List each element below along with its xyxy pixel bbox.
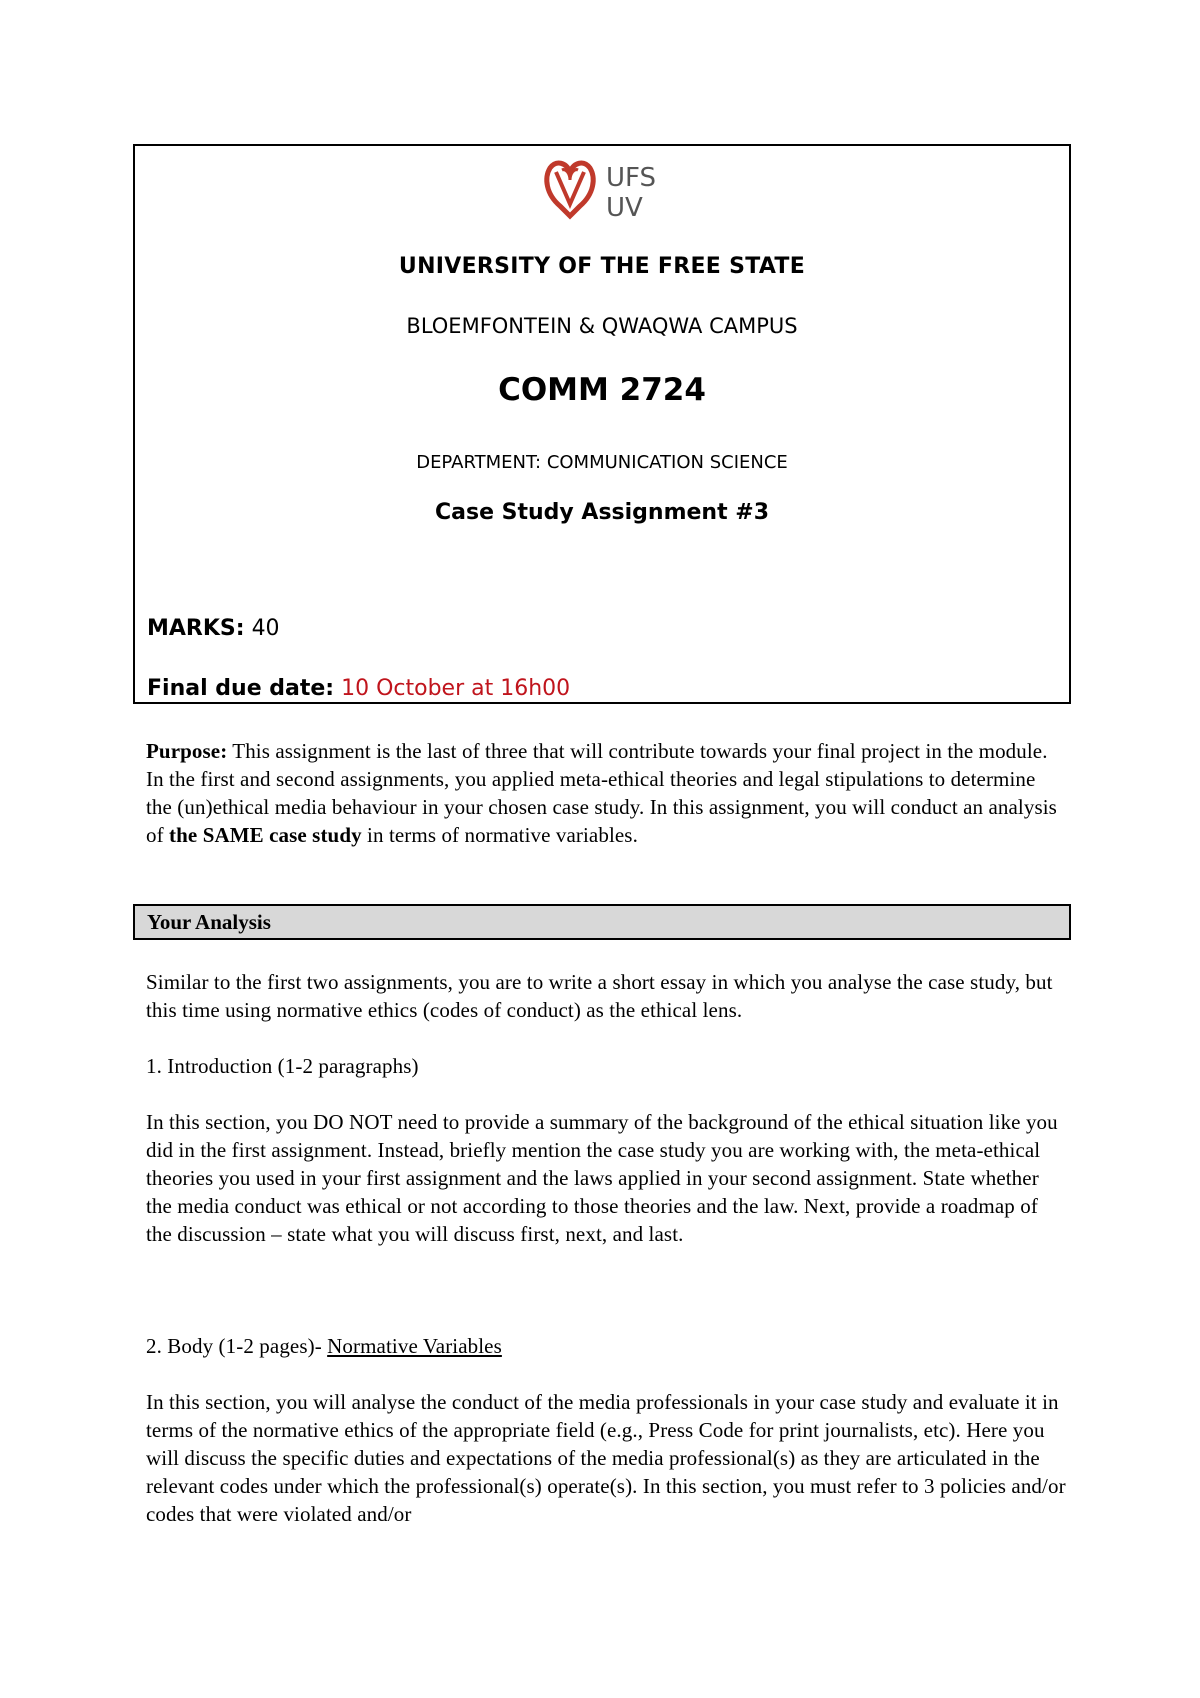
purpose-text-after: in terms of normative variables.: [361, 823, 638, 847]
ufs-logo-icon: [540, 154, 680, 224]
body-heading-prefix: 2. Body (1-2 pages)-: [146, 1334, 328, 1358]
introduction-paragraph: In this section, you DO NOT need to provide a summary of the background of the ethical situation like you did in the first assignment. Instead, briefly mention the case study you are working with, the meta-ethical theories you used in your first assignment and the laws applied in your second assignment. State whether the media conduct was ethical or not according to those theories and the law. Next, provide a roadmap of the discussion – state what you will discuss first, next, and last.: [146, 1110, 1058, 1246]
purpose-paragraph: [146, 737, 1066, 849]
cover-box: [133, 144, 1071, 704]
purpose-label: Purpose:: [146, 739, 228, 763]
purpose-emphasis: the SAME case study: [169, 823, 362, 847]
marks-label: MARKS:: [147, 616, 245, 641]
ufs-logo: [540, 154, 680, 224]
assignment-title: Case Study Assignment #3: [434, 500, 770, 525]
introduction-heading: 1. Introduction (1-2 paragraphs): [146, 1054, 419, 1078]
body-paragraph: In this section, you will analyse the conduct of the media professionals in your case study and evaluate it in terms of the normative ethics of the appropriate field (e.g., Press Code for print journalists, etc). Here you will discuss the specific duties and expectations of the media professional(s) as they are articulated in the relevant codes under which the professional(s) operate(s). In this section, you must refer to 3 policies and/or codes that were violated and/or: [146, 1390, 1066, 1526]
department-name: DEPARTMENT: COMMUNICATION SCIENCE: [416, 452, 788, 473]
logo-text-bottom: UV: [606, 193, 643, 223]
due-date-value: 10 October at 16h00: [341, 676, 571, 701]
marks-value: 40: [251, 616, 280, 641]
body-heading: [146, 1332, 1066, 1360]
logo-text-top: UFS: [606, 163, 657, 193]
section-heading-your-analysis: Your Analysis: [133, 904, 1071, 940]
university-name: UNIVERSITY OF THE FREE STATE: [398, 254, 806, 279]
due-date-label: Final due date:: [147, 676, 335, 701]
campus-name: BLOEMFONTEIN & QWAQWA CAMPUS: [406, 314, 798, 338]
intro-paragraph: Similar to the first two assignments, you are to write a short essay in which you analyse the case study, but this time using normative ethics (codes of conduct) as the ethical lens.: [146, 970, 1053, 1022]
due-date-line: [147, 676, 570, 701]
marks-line: [147, 616, 280, 641]
purpose-text-before: This assignment is the last of three that will contribute towards your final project in the module. In the first and second assignments, you applied meta-ethical theories and legal stipulations to determine the (un)ethical media behaviour in your chosen case study. In this assignment, you will conduct an analysis of: [146, 739, 1057, 847]
body-heading-underlined: Normative Variables: [327, 1334, 502, 1358]
course-code: COMM 2724: [498, 372, 706, 408]
